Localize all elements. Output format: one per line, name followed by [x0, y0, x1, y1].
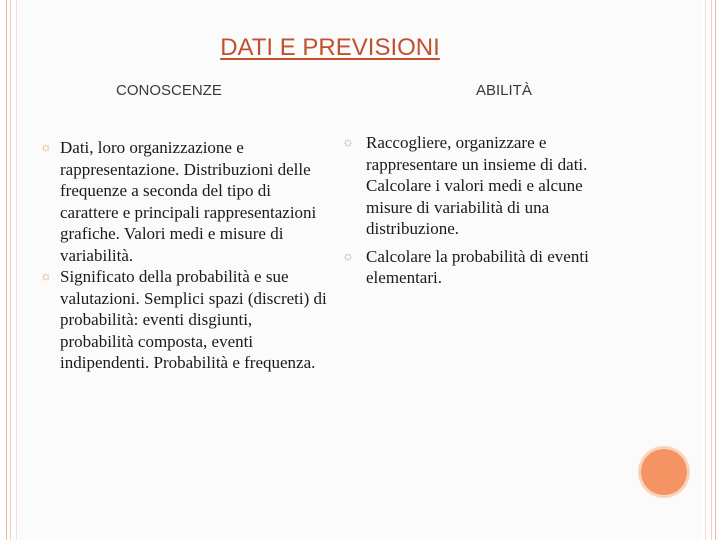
slide-title: DATI E PREVISIONI — [220, 34, 440, 61]
sun-bullet-icon: ☼ — [40, 139, 52, 154]
sun-bullet-icon: ☼ — [342, 134, 354, 149]
abilita-list — [342, 132, 622, 289]
sun-bullet-icon: ☼ — [40, 268, 52, 283]
list-item-text: Dati, loro organizzazione e rappresentazione. Distribuzioni delle frequenze a seconda del tipo di carattere e principali rappresentazioni grafiche. Valori medi e misure di variabilità. — [60, 138, 317, 265]
list-item-text: Raccogliere, organizzare e rappresentare un insieme di dati. Calcolare i valori medi e alcune misure di variabilità di una distribuzione. — [366, 133, 588, 238]
list-item-text: Calcolare la probabilità di eventi elementari. — [366, 246, 589, 287]
list-item — [342, 132, 622, 240]
sun-bullet-icon: ☼ — [342, 247, 354, 263]
list-item — [40, 137, 330, 266]
list-item-text: Significato della probabilità e sue valutazioni. Semplici spazi (discreti) di probabilità: eventi disgiunti, probabilità composta, eventi indipendenti. Probabilità e frequenza. — [60, 267, 327, 372]
list-item — [342, 246, 622, 289]
decorative-circle — [641, 449, 687, 495]
list-item — [40, 266, 330, 374]
left-column-header: CONOSCENZE — [116, 82, 222, 99]
right-column-header: ABILITÀ — [476, 82, 532, 99]
conoscenze-list — [40, 137, 330, 374]
